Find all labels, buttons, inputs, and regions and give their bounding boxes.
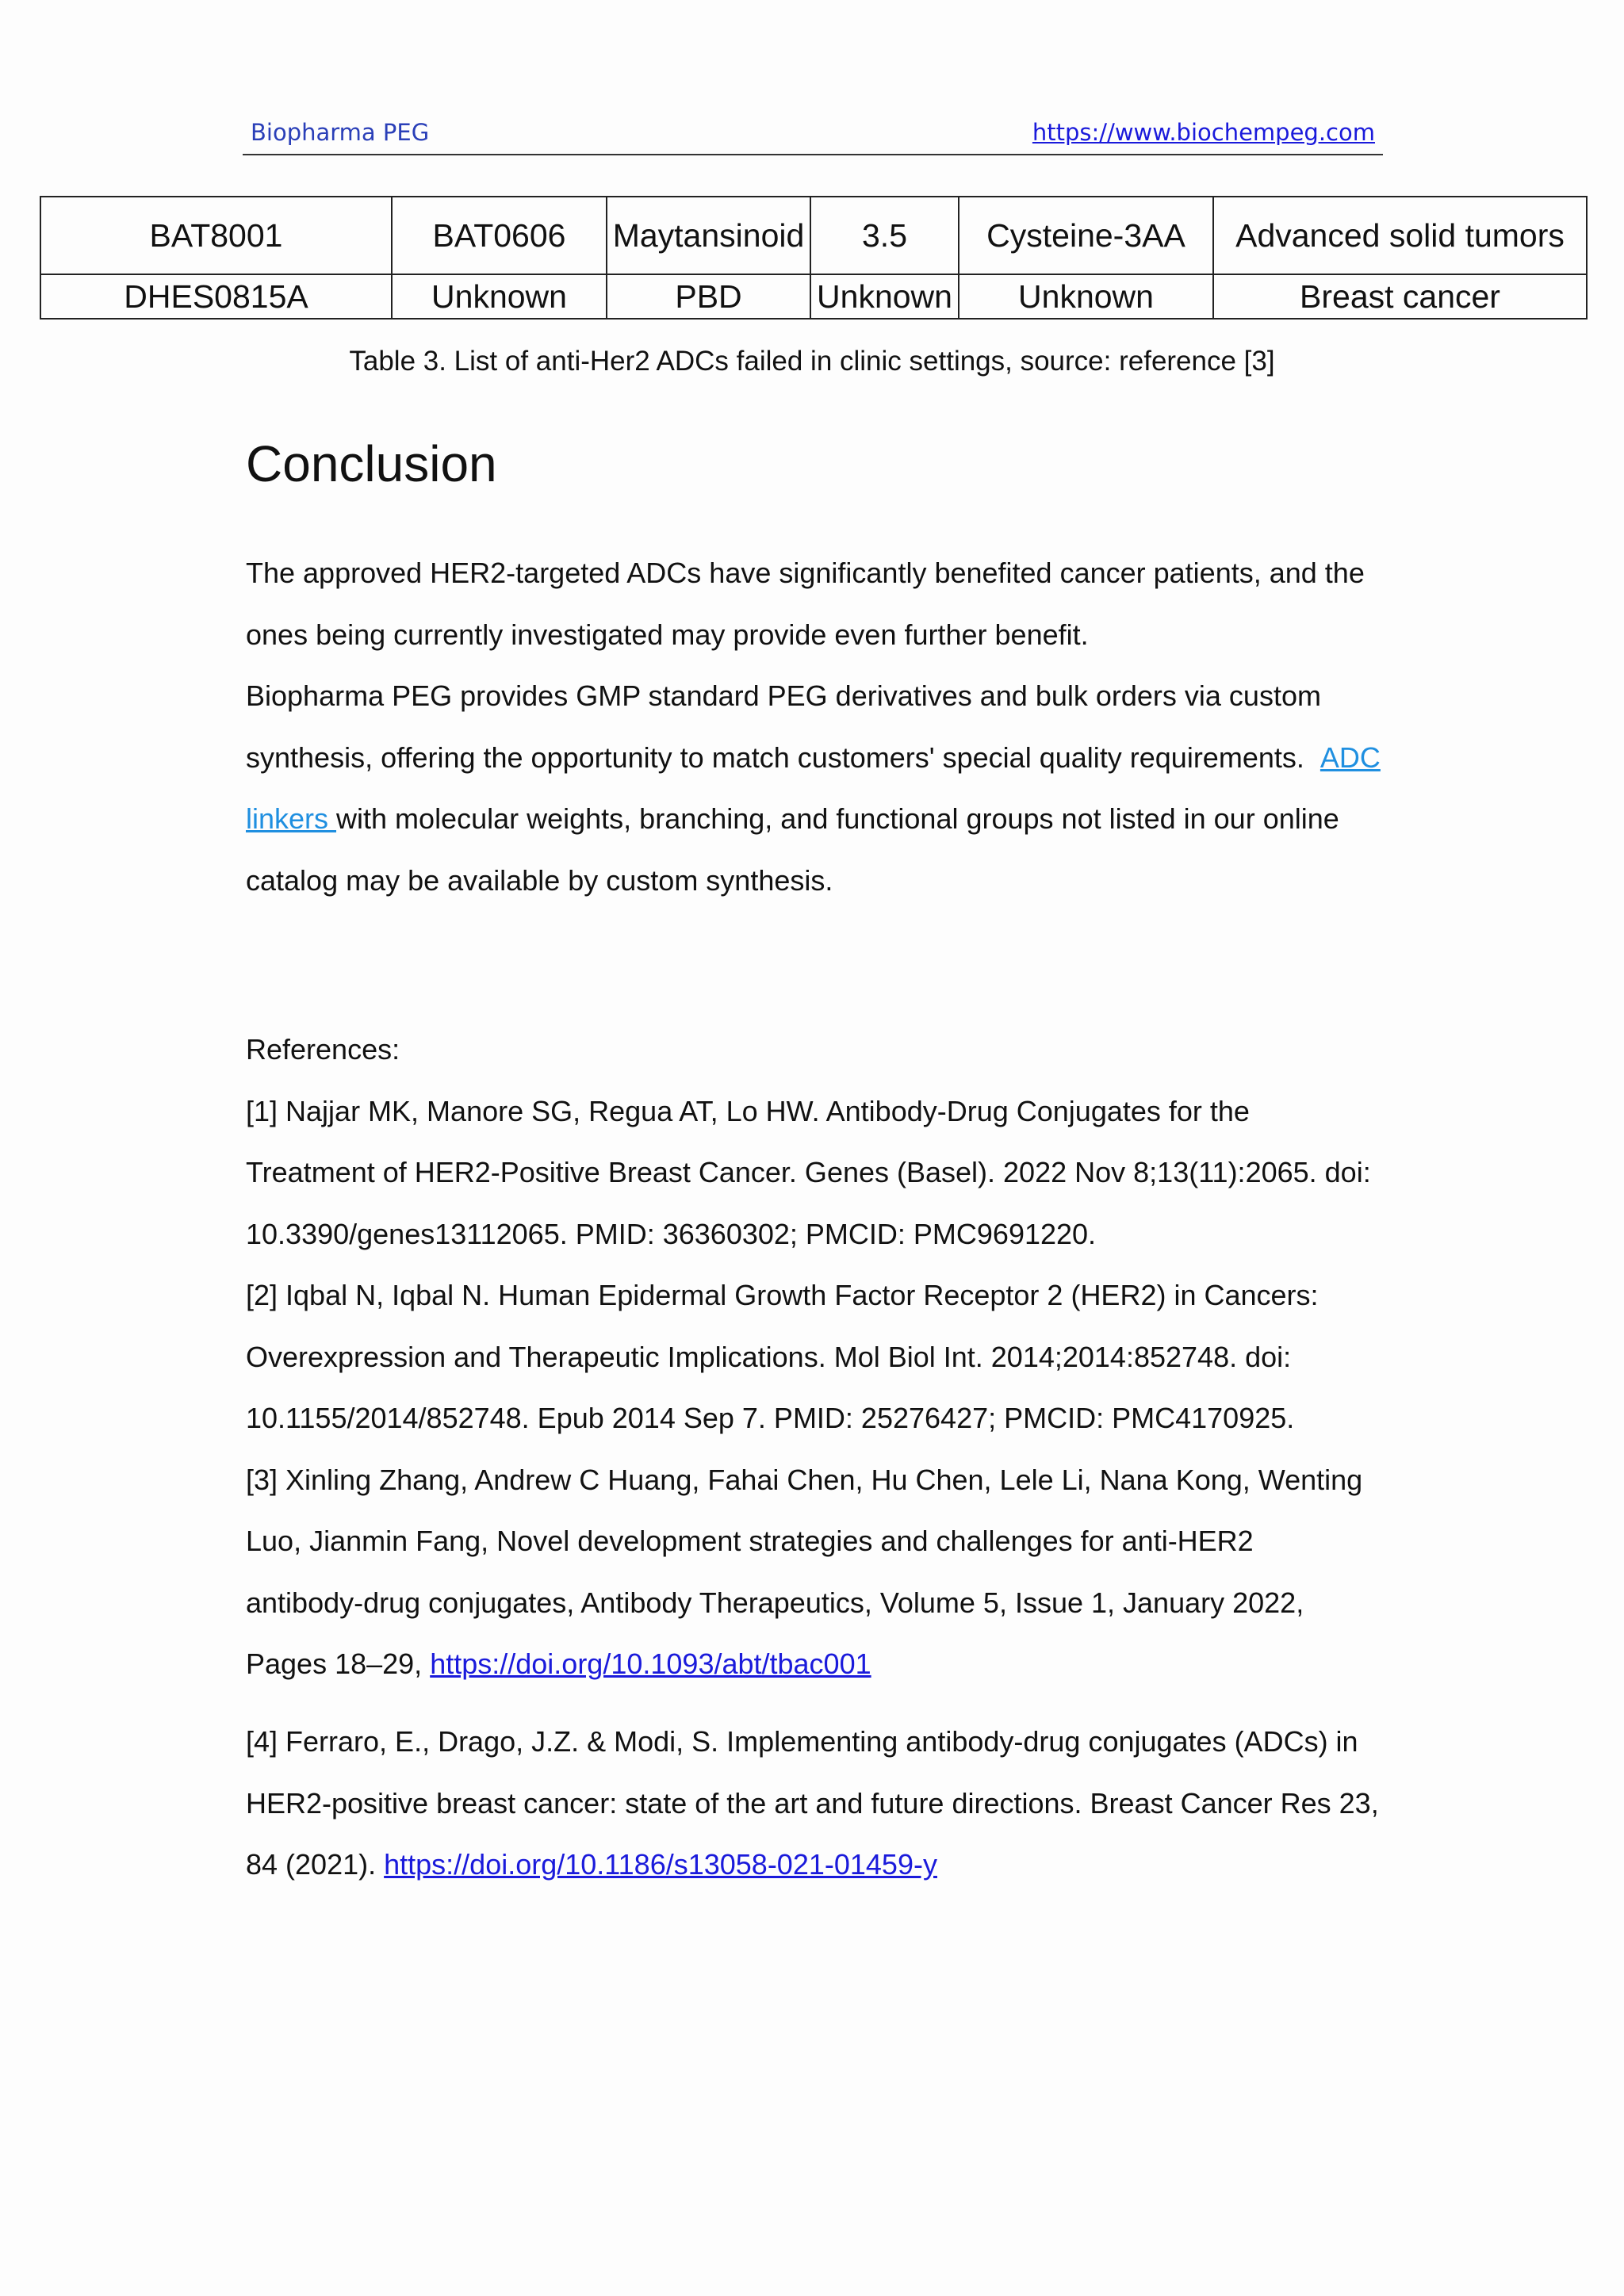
text-segment: Pages 18–29, [246, 1647, 431, 1680]
table-cell: Unknown [392, 274, 607, 319]
references-section [246, 1019, 1388, 1695]
table-cell: Cysteine-3AA [959, 197, 1213, 274]
references-label: References: [246, 1033, 400, 1066]
table-row [40, 197, 1587, 274]
reference-line [246, 1834, 1388, 1896]
header-website-link[interactable]: https://www.biochempeg.com [1032, 119, 1375, 146]
reference-4 [246, 1711, 1388, 1896]
text-line [246, 727, 1388, 789]
reference-line: [1] Najjar MK, Manore SG, Regua AT, Lo HW. Antibody-Drug Conjugates for the [246, 1094, 1250, 1127]
text-line: ones being currently investigated may provide even further benefit. [246, 618, 1089, 651]
text-segment: with molecular weights, branching, and functional groups not listed in our online [336, 802, 1339, 835]
text-line: The approved HER2-targeted ADCs have significantly benefited cancer patients, and the [246, 557, 1365, 589]
text-line: catalog may be available by custom synthesis. [246, 863, 833, 897]
reference-line: [2] Iqbal N, Iqbal N. Human Epidermal Growth Factor Receptor 2 (HER2) in Cancers: [246, 1279, 1319, 1311]
table-cell: 3.5 [810, 197, 959, 274]
table-cell: DHES0815A [40, 274, 392, 319]
conclusion-paragraph [246, 542, 1388, 911]
reference-line: antibody-drug conjugates, Antibody Therapeutics, Volume 5, Issue 1, January 2022, [246, 1586, 1304, 1619]
page-header [243, 116, 1383, 155]
conclusion-heading: Conclusion [246, 435, 497, 492]
reference-line: HER2-positive breast cancer: state of the art and future directions. Breast Cancer Res 23, [246, 1786, 1379, 1820]
reference-line: [3] Xinling Zhang, Andrew C Huang, Fahai Chen, Hu Chen, Lele Li, Nana Kong, Wenting [246, 1463, 1363, 1496]
reference-line: Treatment of HER2-Positive Breast Cancer. Genes (Basel). 2022 Nov 8;13(11):2065. doi: [246, 1156, 1371, 1188]
text-line: Biopharma PEG provides GMP standard PEG derivatives and bulk orders via custom [246, 679, 1321, 712]
reference-line: 10.1155/2014/852748. Epub 2014 Sep 7. PMID: 25276427; PMCID: PMC4170925. [246, 1402, 1295, 1434]
table-cell: Maytansinoid [607, 197, 810, 274]
ref3-doi-link[interactable]: https://doi.org/10.1093/abt/tbac001 [430, 1647, 871, 1680]
table-cell: Unknown [810, 274, 959, 319]
table-cell: PBD [607, 274, 810, 319]
table-cell: Breast cancer [1213, 274, 1587, 319]
table-cell: Advanced solid tumors [1213, 197, 1587, 274]
reference-line: Overexpression and Therapeutic Implications. Mol Biol Int. 2014;2014:852748. doi: [246, 1340, 1292, 1373]
reference-line: 10.3390/genes13112065. PMID: 36360302; PMCID: PMC9691220. [246, 1217, 1097, 1250]
adc-linkers-link-continued[interactable]: linkers [246, 802, 337, 835]
text-segment: synthesis, offering the opportunity to match customers' special quality requirements. [246, 740, 1304, 774]
ref4-doi-link[interactable]: https://doi.org/10.1186/s13058-021-01459-y [384, 1848, 937, 1881]
text-segment: 84 (2021). [246, 1848, 385, 1881]
text-line [246, 788, 1388, 850]
reference-line: [4] Ferraro, E., Drago, J.Z. & Modi, S. Implementing antibody-drug conjugates (ADCs) in [246, 1725, 1358, 1758]
header-brand: Biopharma PEG [251, 119, 430, 146]
table-row [40, 274, 1587, 319]
reference-line: Luo, Jianmin Fang, Novel development strategies and challenges for anti-HER2 [246, 1525, 1254, 1557]
table-caption: Table 3. List of anti-Her2 ADCs failed in clinic settings, source: reference [3] [349, 346, 1275, 377]
table-cell: BAT0606 [392, 197, 607, 274]
reference-line [246, 1633, 1388, 1695]
adc-linkers-link[interactable]: ADC [1320, 740, 1381, 774]
table-cell: BAT8001 [40, 197, 392, 274]
adc-table [40, 196, 1588, 320]
table-cell: Unknown [959, 274, 1213, 319]
